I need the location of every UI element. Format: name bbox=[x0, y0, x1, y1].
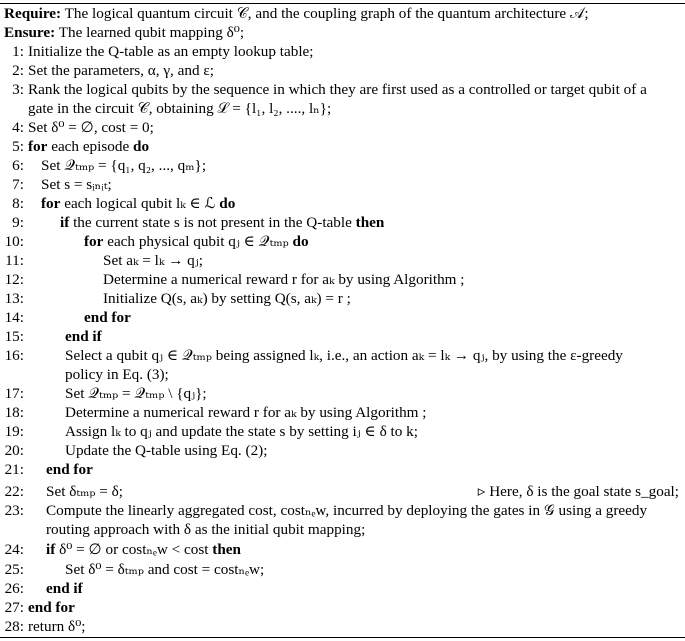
line-text: Initialize the Q-table as an empty lookup table; bbox=[28, 43, 314, 60]
goal-state-comment: ▹ Here, δ is the goal state s_goal; bbox=[477, 483, 679, 500]
end-for-keyword: end for bbox=[84, 309, 131, 326]
require-line bbox=[0, 4, 685, 24]
line-text: Determine a numerical reward r for aₖ by using Algorithm ; bbox=[103, 271, 465, 288]
line-number: 18: bbox=[4, 404, 24, 421]
algo-line-23-cont bbox=[0, 520, 685, 540]
then-keyword: then bbox=[355, 214, 385, 231]
algo-line-21 bbox=[0, 460, 685, 480]
ensure-label: Ensure: bbox=[4, 24, 56, 41]
ensure-text: The learned qubit mapping δ⁰; bbox=[58, 24, 245, 41]
algo-line-11 bbox=[0, 251, 685, 271]
line-number: 7: bbox=[12, 176, 24, 193]
line-text: Compute the linearly aggregated cost, costₙₑw, incurred by deploying the gates in 𝒢 using a greedy bbox=[46, 502, 648, 519]
algo-line-3-cont bbox=[0, 99, 685, 119]
line-number: 16: bbox=[4, 347, 24, 364]
for-keyword: for bbox=[84, 233, 104, 250]
do-keyword: do bbox=[292, 233, 309, 250]
line-text: Set 𝒬ₜₘₚ = {q₁, q₂, ..., qₘ}; bbox=[41, 157, 207, 174]
algo-line-14 bbox=[0, 308, 685, 328]
algo-line-27 bbox=[0, 598, 685, 618]
algo-line-20 bbox=[0, 441, 685, 461]
line-text: routing approach with δ as the initial qubit mapping; bbox=[46, 521, 366, 538]
line-number: 26: bbox=[4, 580, 24, 597]
for-keyword: for bbox=[28, 138, 48, 155]
line-text: Determine a numerical reward r for aₖ by using Algorithm ; bbox=[65, 404, 427, 421]
line-number: 25: bbox=[4, 561, 24, 578]
line-text: Initialize Q(s, aₖ) by setting Q(s, aₖ) = r ; bbox=[103, 290, 351, 307]
line-text: Set s = sᵢₙᵢₜ; bbox=[41, 176, 112, 193]
line-text: Set 𝒬ₜₘₚ = 𝒬ₜₘₚ \ {qⱼ}; bbox=[65, 385, 207, 402]
line-number: 13: bbox=[4, 290, 24, 307]
if-keyword: if bbox=[46, 541, 56, 558]
line-text: the current state s is not present in the Q-table bbox=[73, 214, 352, 231]
line-text: each logical qubit lₖ ∈ ℒ bbox=[64, 195, 216, 212]
algo-line-12 bbox=[0, 270, 685, 290]
algo-line-16-cont bbox=[0, 365, 685, 385]
line-text: Update the Q-table using Eq. (2); bbox=[65, 442, 268, 459]
line-number: 10: bbox=[4, 233, 24, 250]
line-number: 20: bbox=[4, 442, 24, 459]
line-number: 4: bbox=[12, 119, 24, 136]
line-text: δ⁰ = ∅ or costₙₑw < cost bbox=[59, 541, 209, 558]
line-text: each episode bbox=[51, 138, 130, 155]
line-number: 6: bbox=[12, 157, 24, 174]
line-number: 24: bbox=[4, 541, 24, 558]
line-text: return δ⁰; bbox=[28, 618, 86, 635]
end-for-keyword: end for bbox=[46, 461, 93, 478]
algo-line-9 bbox=[0, 213, 685, 233]
line-number: 9: bbox=[12, 214, 24, 231]
line-number: 11: bbox=[5, 252, 24, 269]
ensure-line bbox=[0, 23, 685, 43]
line-number: 3: bbox=[12, 81, 24, 98]
line-number: 28: bbox=[4, 618, 24, 635]
line-number: 12: bbox=[4, 271, 24, 288]
line-number: 19: bbox=[4, 423, 24, 440]
algo-line-25 bbox=[0, 560, 685, 580]
algo-line-16 bbox=[0, 346, 685, 366]
algo-line-23 bbox=[0, 501, 685, 521]
algo-line-5 bbox=[0, 137, 685, 157]
line-number: 17: bbox=[4, 385, 24, 402]
then-keyword: then bbox=[212, 541, 241, 558]
bottom-rule bbox=[0, 637, 685, 638]
line-number: 2: bbox=[12, 62, 24, 79]
algo-line-8 bbox=[0, 194, 685, 214]
line-number: 8: bbox=[12, 195, 24, 212]
algo-line-24 bbox=[0, 540, 685, 560]
do-keyword: do bbox=[133, 138, 150, 155]
for-keyword: for bbox=[41, 195, 61, 212]
line-text: each physical qubit qⱼ ∈ 𝒬ₜₘₚ bbox=[107, 233, 289, 250]
line-text: Set aₖ = lₖ → qⱼ; bbox=[103, 252, 204, 269]
algo-line-7 bbox=[0, 175, 685, 195]
line-number: 22: bbox=[4, 483, 24, 500]
algo-line-26 bbox=[0, 579, 685, 599]
line-text: Set δ⁰ = ∅, cost = 0; bbox=[28, 119, 154, 136]
algo-line-3 bbox=[0, 80, 685, 100]
algo-line-13 bbox=[0, 289, 685, 309]
algo-line-10 bbox=[0, 232, 685, 252]
line-number: 5: bbox=[12, 138, 24, 155]
line-text: Assign lₖ to qⱼ and update the state s by setting iⱼ ∈ δ to k; bbox=[65, 423, 418, 440]
line-text: Rank the logical qubits by the sequence in which they are first used as a controlled or target qubit of a bbox=[28, 81, 647, 98]
line-number: 14: bbox=[4, 309, 24, 326]
line-text: gate in the circuit 𝒞, obtaining ℒ = {l₁, l₂, ...., lₙ}; bbox=[28, 100, 332, 117]
line-number: 21: bbox=[4, 461, 24, 478]
line-text: Set δₜₘₚ = δ; bbox=[46, 483, 124, 500]
algo-line-17 bbox=[0, 384, 685, 404]
algo-line-18 bbox=[0, 403, 685, 423]
line-number: 1: bbox=[12, 43, 24, 60]
line-text: policy in Eq. (3); bbox=[65, 366, 169, 383]
if-keyword: if bbox=[60, 214, 70, 231]
line-text: Set δ⁰ = δₜₘₚ and cost = costₙₑw; bbox=[65, 561, 265, 578]
require-label: Require: bbox=[4, 5, 62, 22]
end-for-keyword: end for bbox=[28, 599, 75, 616]
line-text: Select a qubit qⱼ ∈ 𝒬ₜₘₚ being assigned lₖ, i.e., an action aₖ = lₖ → qⱼ, by using the ε-greedy bbox=[65, 347, 623, 364]
algo-line-22 bbox=[0, 482, 685, 502]
end-if-keyword: end if bbox=[46, 580, 83, 597]
end-if-keyword: end if bbox=[65, 328, 102, 345]
do-keyword: do bbox=[219, 195, 236, 212]
algo-line-28 bbox=[0, 617, 685, 637]
line-number: 15: bbox=[4, 328, 24, 345]
algo-line-2 bbox=[0, 61, 685, 81]
line-number: 27: bbox=[4, 599, 24, 616]
algo-line-19 bbox=[0, 422, 685, 442]
line-text: Set the parameters, α, γ, and ε; bbox=[28, 62, 214, 79]
algo-line-6 bbox=[0, 156, 685, 176]
algo-line-4 bbox=[0, 118, 685, 138]
line-number: 23: bbox=[4, 502, 24, 519]
require-text: The logical quantum circuit 𝒞, and the coupling graph of the quantum architecture 𝒜; bbox=[64, 5, 589, 22]
algo-line-15 bbox=[0, 327, 685, 347]
algo-line-1 bbox=[0, 42, 685, 62]
